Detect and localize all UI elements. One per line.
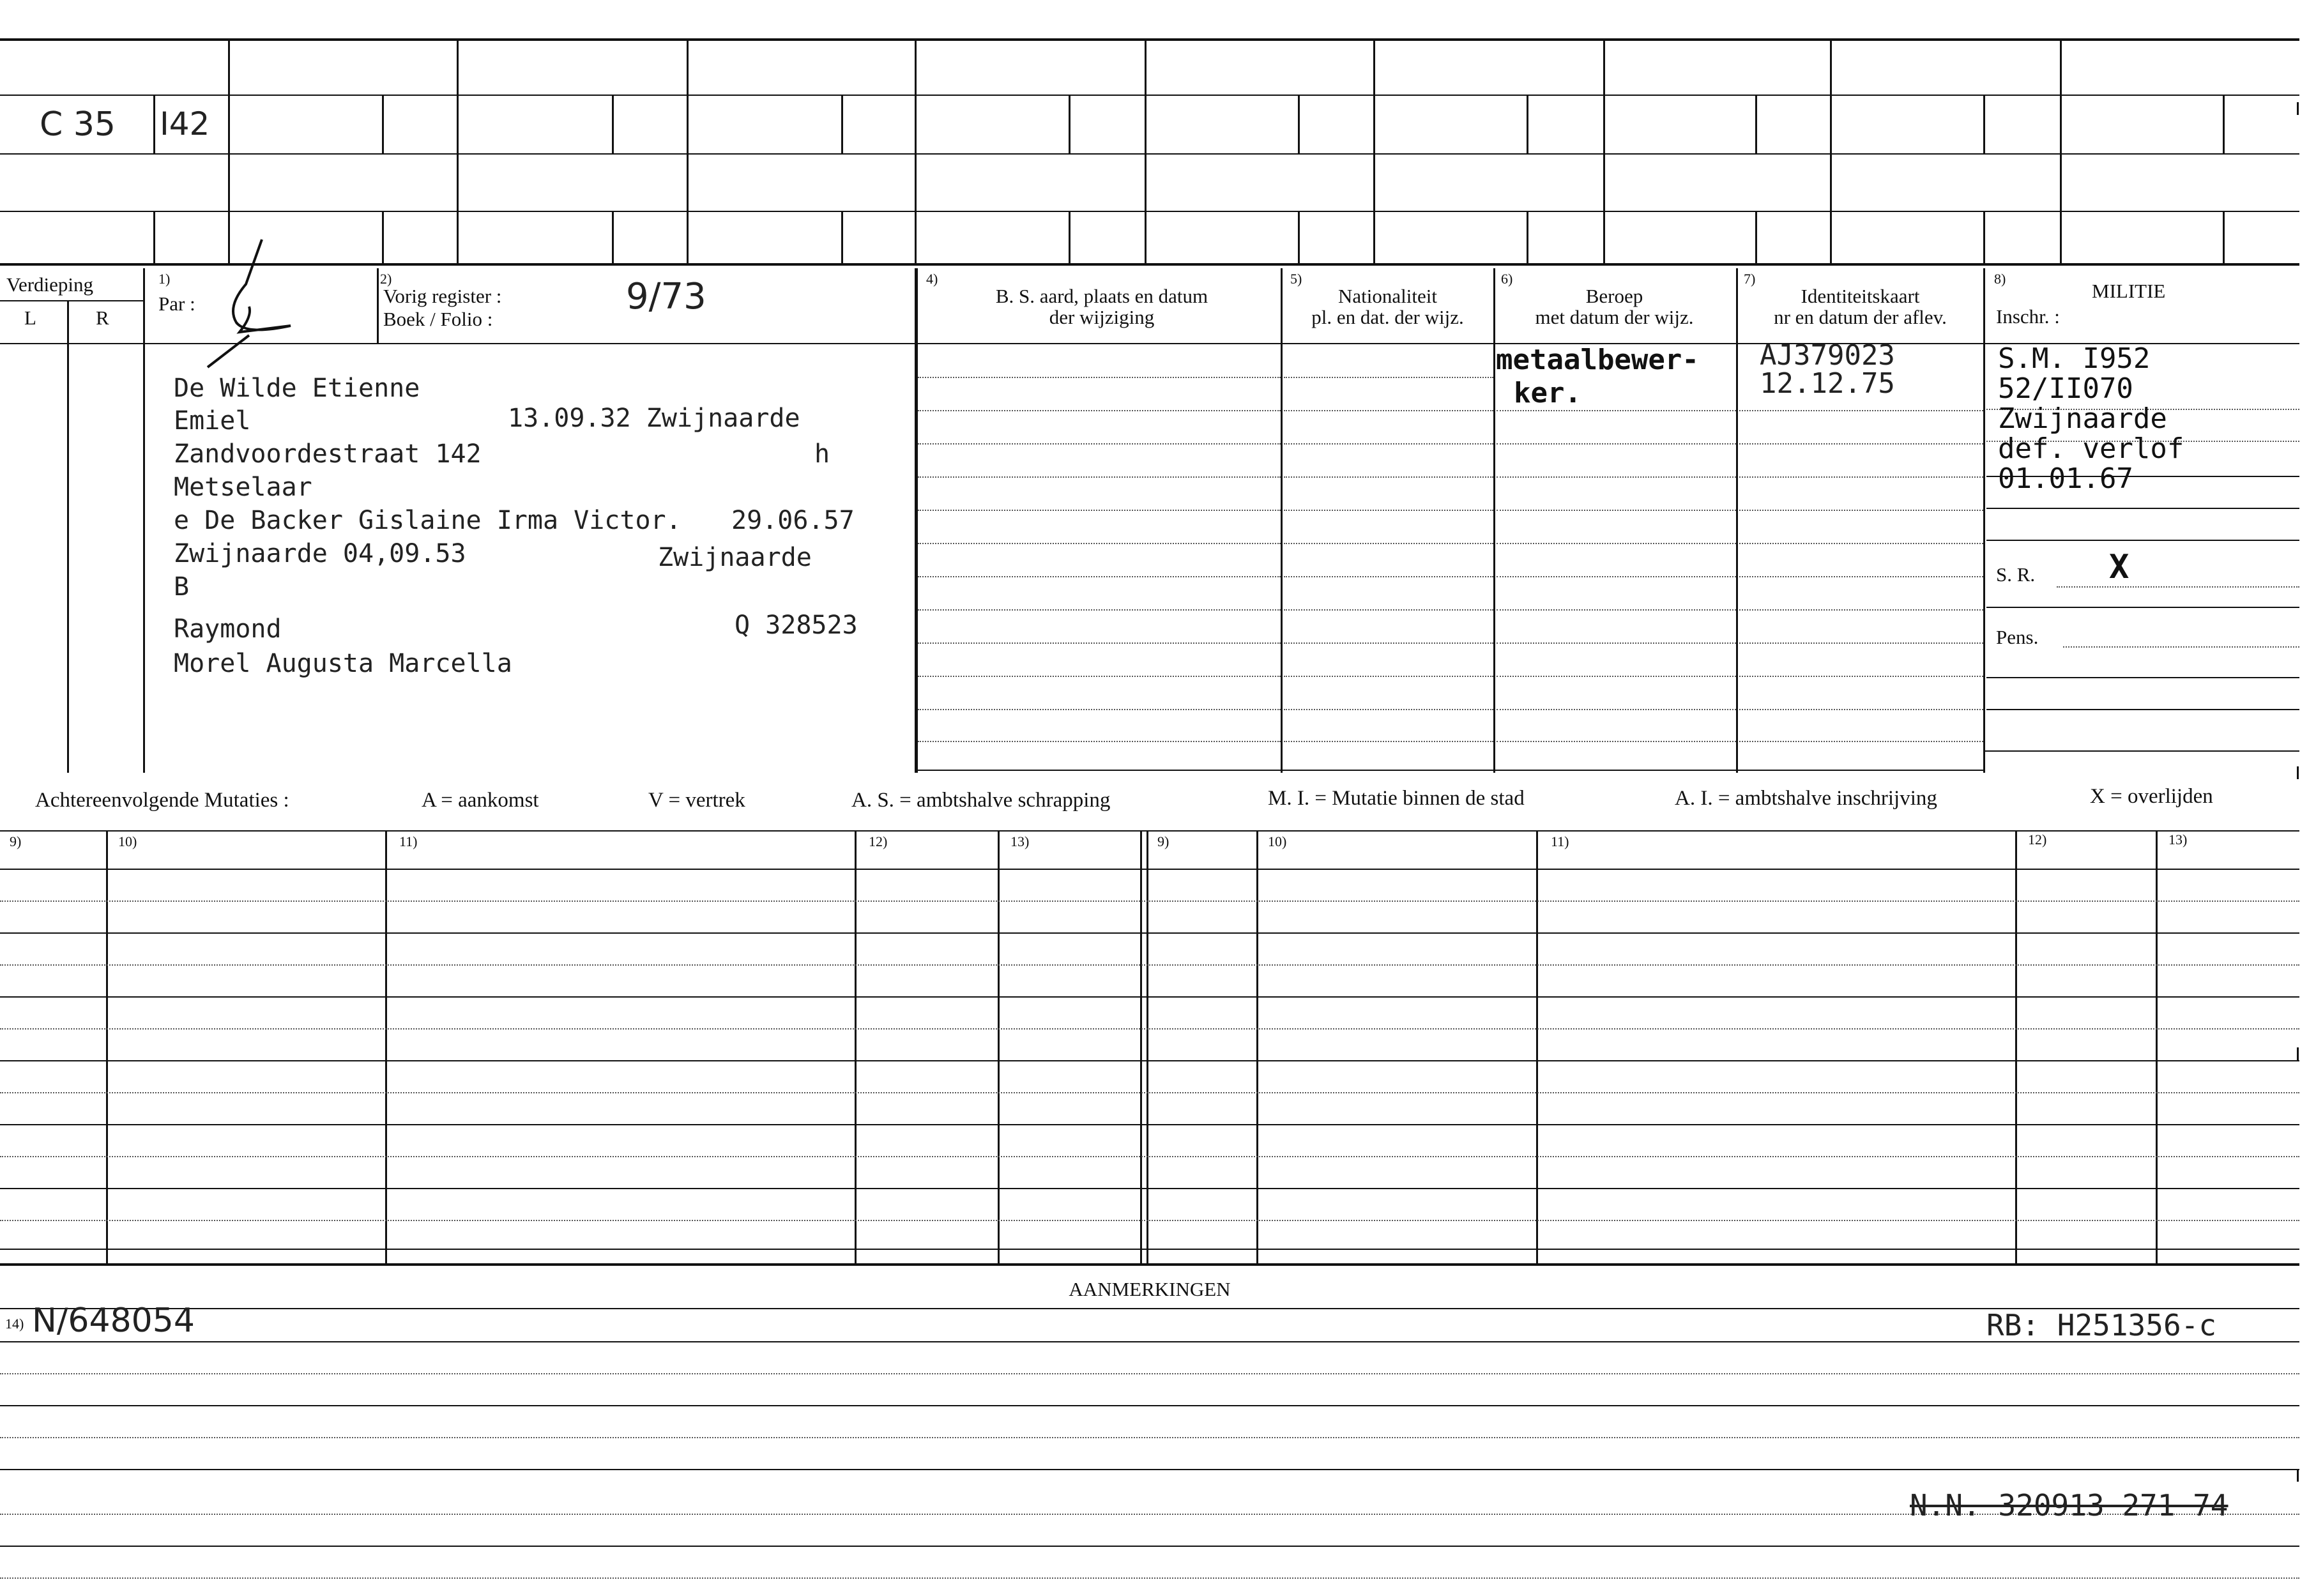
mutatie-legend-item: A. I. = ambtshalve inschrijving <box>1675 787 1937 810</box>
vorig-num: 2) <box>380 271 392 287</box>
id-value <box>1760 339 1895 400</box>
beroep-line: ker. <box>1514 377 1581 409</box>
par-signature <box>201 236 303 370</box>
mutaties-title: Achtereenvolgende Mutaties : <box>35 789 289 812</box>
militie-line: Zwijnaarde <box>1998 402 2167 435</box>
beroep-line: metaalbewer- <box>1496 344 1699 376</box>
col-9: 9) <box>10 833 22 849</box>
person-line: Metselaar <box>174 473 312 502</box>
id-header <box>1737 286 1983 328</box>
col-11: 11) <box>399 833 418 849</box>
birth-date-place: 13.09.32 Zwijnaarde <box>508 404 800 433</box>
bs-header <box>926 286 1277 328</box>
col-13: 13) <box>1010 833 1030 849</box>
col-10: 10) <box>118 833 137 849</box>
bs-line2: der wijziging <box>1049 305 1155 328</box>
col-11-right: 11) <box>1551 833 1569 849</box>
register-code: C 35 <box>40 105 116 144</box>
note-right: RB: H251356-c <box>1986 1308 2217 1342</box>
col-10-right: 10) <box>1268 833 1287 849</box>
inschr-label: Inschr. : <box>1996 305 2060 328</box>
nat-num: 5) <box>1290 271 1302 287</box>
sr-value: X <box>2109 548 2129 586</box>
note-num: 14) <box>5 1316 24 1332</box>
nat-line2: pl. en dat. der wijz. <box>1311 305 1464 328</box>
verdieping-label: Verdieping <box>6 273 94 296</box>
col-12: 12) <box>869 833 888 849</box>
mutatie-legend-item: X = overlijden <box>2090 785 2213 808</box>
verdieping-r: R <box>96 307 109 329</box>
col-9-right: 9) <box>1157 833 1169 849</box>
par-num: 1) <box>158 271 171 287</box>
person-line: Zwijnaarde 04,09.53 <box>174 539 466 568</box>
aanmerkingen-title: AANMERKINGEN <box>1069 1278 1231 1300</box>
beroep-line1: Beroep <box>1585 285 1643 307</box>
household-mark: h <box>814 439 830 469</box>
id-number: AJ379023 <box>1760 339 1895 372</box>
mil-num: 8) <box>1994 271 2006 287</box>
beroep-header <box>1495 286 1734 328</box>
vorig-value: 9/73 <box>626 276 706 317</box>
mutatie-legend-item: A = aankomst <box>422 789 539 812</box>
nn-number: N.N. 320913 271 74 <box>1910 1488 2228 1523</box>
person-line: Emiel <box>174 406 251 436</box>
nat-header <box>1284 286 1491 328</box>
col-12-right: 12) <box>2028 832 2047 847</box>
beroep-num: 6) <box>1501 271 1513 287</box>
nat-line1: Nationaliteit <box>1338 285 1437 307</box>
vorig-label: Vorig register : <box>383 285 502 307</box>
id-line2: nr en datum der aflev. <box>1774 305 1947 328</box>
militie-line: S.M. I952 <box>1998 342 2151 375</box>
person-line: e De Backer Gislaine Irma Victor. <box>174 506 682 535</box>
id-num: 7) <box>1744 271 1756 287</box>
note-left: N/648054 <box>32 1302 195 1340</box>
boek-label: Boek / Folio : <box>383 308 493 330</box>
beroep-line2: met datum der wijz. <box>1535 305 1694 328</box>
col-13-right: 13) <box>2168 832 2188 847</box>
q-number: Q 328523 <box>735 611 858 640</box>
sr-label: S. R. <box>1996 563 2036 586</box>
militie-line: 52/II070 <box>1998 372 2133 405</box>
militie-label: MILITIE <box>2092 280 2166 302</box>
mutatie-legend-item: A. S. = ambtshalve schrapping <box>851 789 1111 812</box>
pens-label: Pens. <box>1996 626 2039 648</box>
person-line: De Wilde Etienne <box>174 374 420 403</box>
militie-value <box>1998 344 2184 494</box>
militie-line: def. verlof <box>1998 432 2184 465</box>
person-line: Morel Augusta Marcella <box>174 649 512 678</box>
marriage-place: Zwijnaarde <box>658 543 812 572</box>
register-number: I42 <box>160 105 210 142</box>
militie-line: 01.01.67 <box>1998 462 2133 495</box>
marriage-date: 29.06.57 <box>731 506 855 535</box>
bs-line1: B. S. aard, plaats en datum <box>995 285 1208 307</box>
person-line: Zandvoordestraat 142 <box>174 439 482 469</box>
person-line: Raymond <box>174 614 282 644</box>
verdieping-l: L <box>24 307 36 329</box>
id-line1: Identiteitskaart <box>1801 285 1920 307</box>
beroep-value <box>1496 344 1699 410</box>
par-label: Par : <box>158 293 195 315</box>
mutatie-legend-item: V = vertrek <box>648 789 745 812</box>
id-date: 12.12.75 <box>1760 367 1895 400</box>
mutatie-legend-item: M. I. = Mutatie binnen de stad <box>1268 787 1525 810</box>
bs-num: 4) <box>926 271 938 287</box>
person-line: B <box>174 572 190 602</box>
